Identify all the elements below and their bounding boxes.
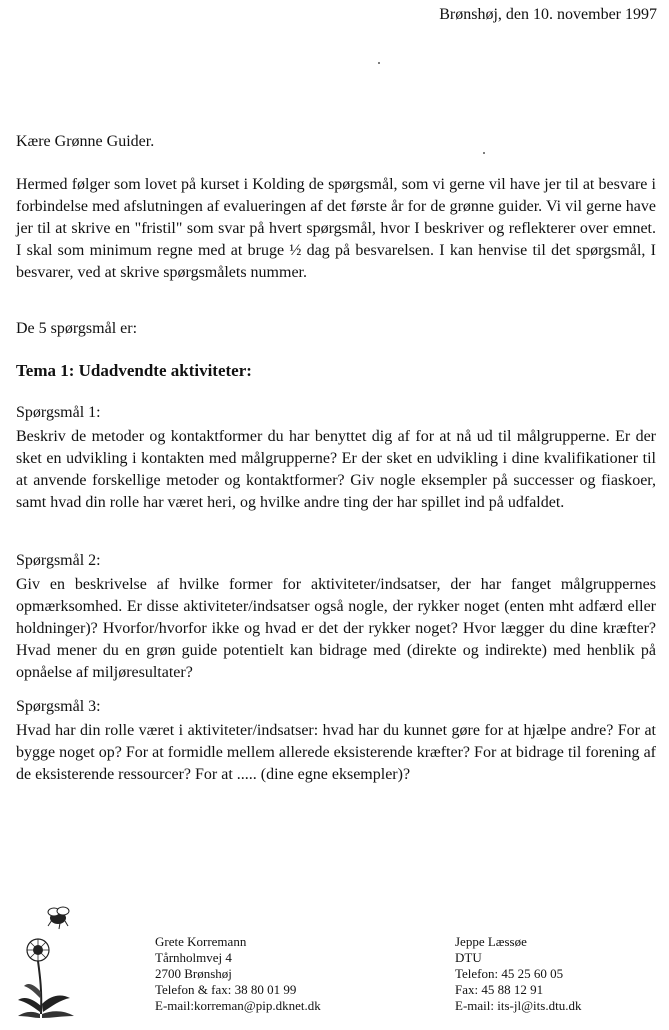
dateline: Brønshøj, den 10. november 1997 bbox=[439, 6, 657, 23]
dandelion-flower-icon bbox=[18, 939, 74, 1018]
contact-left-email: E-mail:korreman@pip.dknet.dk bbox=[155, 998, 321, 1013]
contact-left-phone: Telefon & fax: 38 80 01 99 bbox=[155, 982, 297, 997]
question-2-text: Giv en beskrivelse af hvilke former for aktiviteter/indsatser, der har fanget målgruppernes opmærksomhed. Er disse aktiviteter/indsatser også nogle, der rykker noget (enten mht adfærd eller holdninger)? Hvorfor/hvorfor ikke og hvad er det der rykker noget? Hvor lægger du dine kræfter? Hvad mener du en grøn guide potentielt kan bidrage med (direkte og indirekte) med henblik på opnåelse af miljøresultater? bbox=[16, 576, 656, 681]
questions-heading: De 5 spørgsmål er: bbox=[16, 320, 138, 337]
scan-speck bbox=[378, 62, 380, 64]
contact-right-phone: Telefon: 45 25 60 05 bbox=[455, 966, 564, 981]
theme-title: Tema 1: Udadvendte aktiviteter: bbox=[16, 361, 252, 380]
contact-right-fax: Fax: 45 88 12 91 bbox=[455, 982, 544, 997]
contact-left bbox=[155, 934, 321, 1014]
dandelion-bee-logo bbox=[14, 906, 84, 1024]
contact-right-name: Jeppe Læssøe bbox=[455, 934, 527, 949]
question-1-label: Spørgsmål 1: bbox=[16, 404, 101, 421]
contact-right-org: DTU bbox=[455, 950, 482, 965]
contact-right bbox=[455, 934, 581, 1014]
salutation: Kære Grønne Guider. bbox=[16, 133, 155, 150]
question-2-label: Spørgsmål 2: bbox=[16, 552, 101, 569]
scan-speck bbox=[483, 152, 485, 154]
question-1-text: Beskriv de metoder og kontaktformer du har benyttet dig af for at nå ud til målgrupperne. Er der sket en udvikling i kontakten med målgrupperne? Er der sket en udvikling i dine kvalifikationer til at anvende forskellige metoder og kontaktformer? Giv nogle eksempler på successer og fiaskoer, samt hvad din rolle har været heri, og hvilke andre ting der har spillet ind på udfaldet. bbox=[16, 428, 656, 511]
question-3-label: Spørgsmål 3: bbox=[16, 698, 101, 715]
contact-left-name: Grete Korremann bbox=[155, 934, 247, 949]
bee-icon bbox=[48, 907, 69, 929]
contact-right-email: E-mail: its-jl@its.dtu.dk bbox=[455, 998, 582, 1013]
intro-paragraph: Hermed følger som lovet på kurset i Kolding de spørgsmål, som vi gerne vil have jer til at besvare i forbindelse med afslutningen af evalueringen af det første år for de grønne guider. Vi vil gerne have jer til at skrive en "fristil" som svar på hvert spørgsmål, hvor I beskriver og reflekterer over emnet. I skal som minimum regne med at bruge ½ dag på besvarelsen. I kan henvise til det spørgsmål, I besvarer, ved at skrive spørgsmålets nummer. bbox=[16, 176, 656, 281]
contact-left-street: Tårnholmvej 4 bbox=[155, 950, 232, 965]
question-3-text: Hvad har din rolle været i aktiviteter/indsatser: hvad har du kunnet gøre for at hjælpe andre? For at bygge noget op? For at formidle mellem allerede eksisterende kræfter? For at bidrage til forening af de eksisterende ressourcer? For at ..... (dine egne eksempler)? bbox=[16, 722, 656, 783]
contact-left-city: 2700 Brønshøj bbox=[155, 966, 232, 981]
